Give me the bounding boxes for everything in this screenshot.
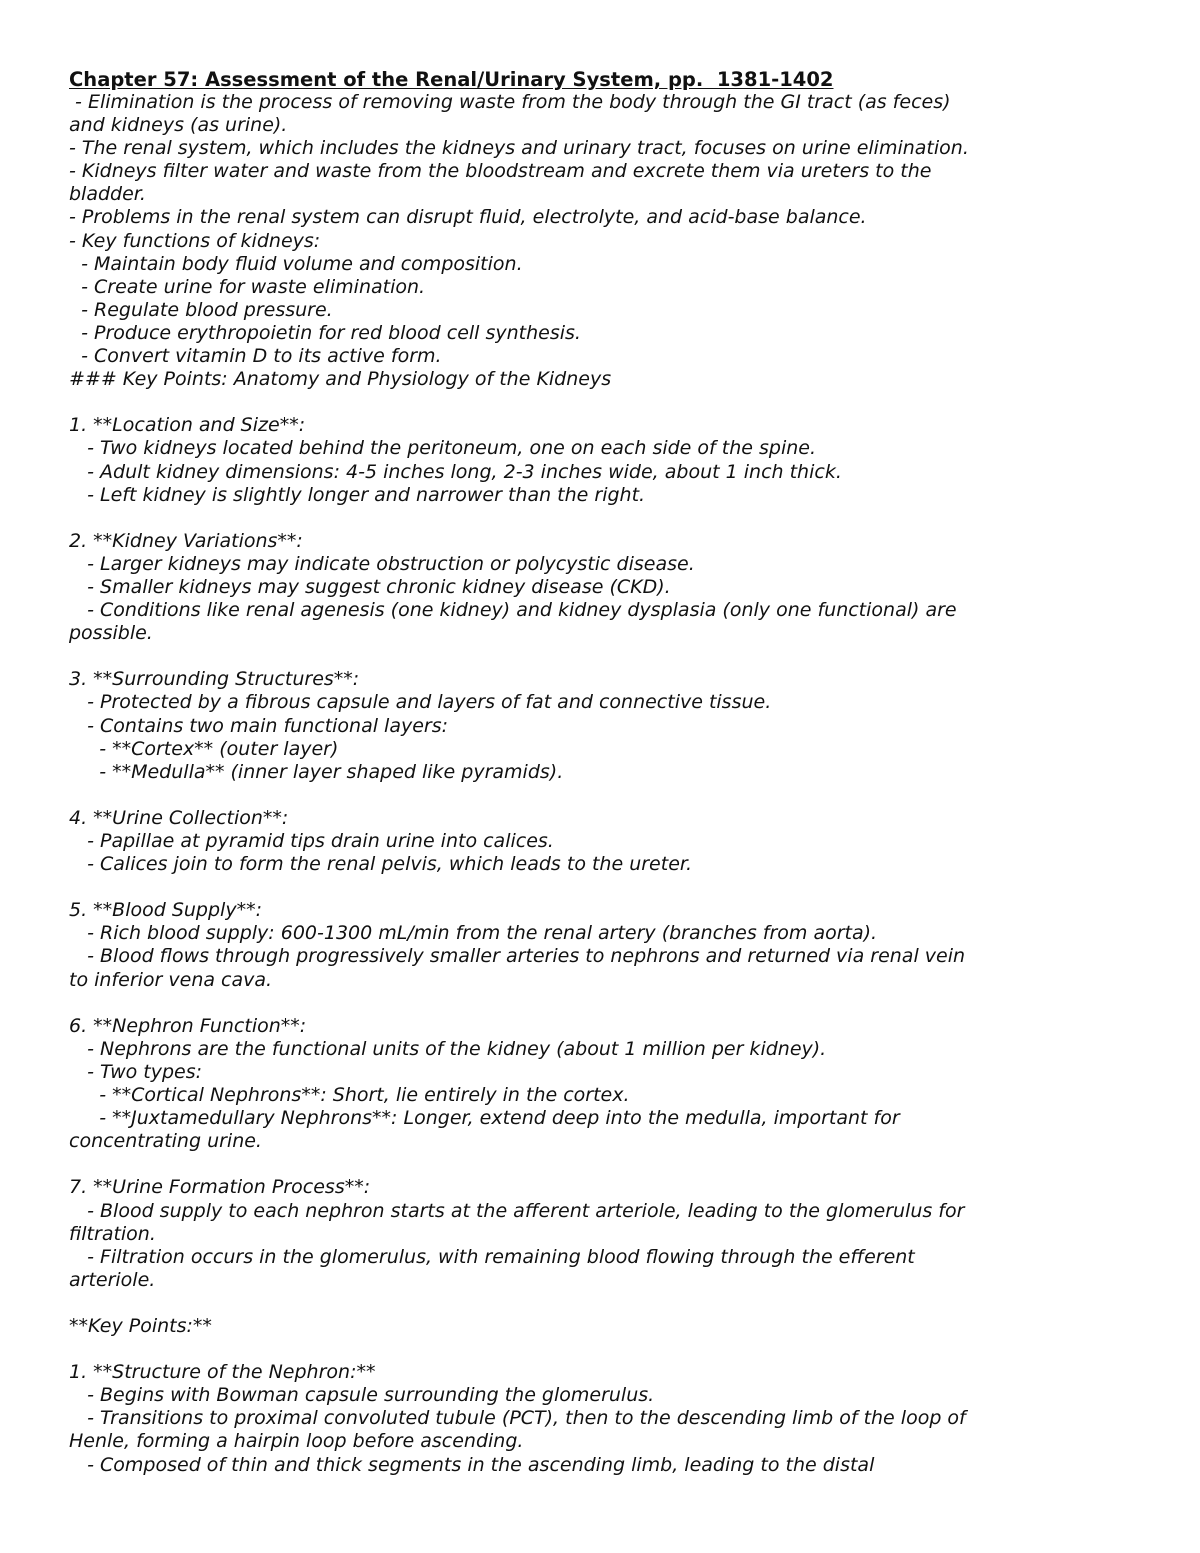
- text-line: 7. **Urine Formation Process**:: [69, 1176, 371, 1199]
- text-line: - Conditions like renal agenesis (one kidney) and kidney dysplasia (only one functional) are: [69, 599, 957, 622]
- text-line: - Protected by a fibrous capsule and layers of fat and connective tissue.: [69, 691, 772, 714]
- text-line: - Problems in the renal system can disrupt fluid, electrolyte, and acid-base balance.: [69, 206, 867, 229]
- text-line: [69, 645, 1139, 668]
- text-line: - Contains two main functional layers:: [69, 714, 449, 737]
- text-line: - Convert vitamin D to its active form.: [69, 345, 442, 368]
- text-line: arteriole.: [69, 1268, 156, 1291]
- text-line: 2. **Kidney Variations**:: [69, 529, 303, 552]
- text-line: - Blood flows through progressively smaller arteries to nephrons and returned via renal vein: [69, 945, 966, 968]
- text-line: to inferior vena cava.: [69, 968, 273, 991]
- text-line: - Adult kidney dimensions: 4-5 inches long, 2-3 inches wide, about 1 inch thick.: [69, 460, 842, 483]
- text-line: [69, 784, 1139, 807]
- text-line: - Elimination is the process of removing waste from the body through the GI tract (as feces): [69, 91, 951, 113]
- document-page: [69, 68, 1139, 1477]
- text-line: - Kidneys filter water and waste from the bloodstream and excrete them via ureters to the: [69, 160, 932, 183]
- text-line: [69, 507, 1139, 530]
- text-line: [69, 876, 1139, 899]
- text-line: - Calices join to form the renal pelvis, which leads to the ureter.: [69, 853, 692, 876]
- text-line: - **Cortical Nephrons**: Short, lie entirely in the cortex.: [69, 1084, 630, 1107]
- text-line: bladder.: [69, 183, 146, 206]
- text-line: - The renal system, which includes the kidneys and urinary tract, focuses on urine elimination.: [69, 137, 969, 160]
- text-line: 4. **Urine Collection**:: [69, 806, 289, 829]
- text-line: - Blood supply to each nephron starts at the afferent arteriole, leading to the glomerulus for: [69, 1199, 965, 1222]
- text-line: - Composed of thin and thick segments in the ascending limb, leading to the distal: [69, 1453, 875, 1476]
- text-line: - Smaller kidneys may suggest chronic kidney disease (CKD).: [69, 575, 671, 598]
- text-line: Henle, forming a hairpin loop before ascending.: [69, 1430, 524, 1453]
- text-line: - Regulate blood pressure.: [69, 298, 333, 321]
- text-line: - **Cortex** (outer layer): [69, 737, 339, 760]
- text-line: filtration.: [69, 1222, 156, 1245]
- document-title: Chapter 57: Assessment of the Renal/Urinary System, pp. 1381-1402: [69, 68, 834, 91]
- text-line: - Two types:: [69, 1060, 203, 1083]
- text-line: - Key functions of kidneys:: [69, 229, 321, 252]
- text-line: [69, 391, 1139, 414]
- text-line: [69, 1338, 1139, 1361]
- text-line: - **Medulla** (inner layer shaped like pyramids).: [69, 760, 564, 783]
- text-line: - Papillae at pyramid tips drain urine into calices.: [69, 830, 554, 852]
- text-line: ### Key Points: Anatomy and Physiology of the Kidneys: [69, 368, 612, 391]
- text-line: - Produce erythropoietin for red blood cell synthesis.: [69, 321, 581, 344]
- document-body: [69, 91, 1139, 1477]
- text-line: concentrating urine.: [69, 1130, 262, 1153]
- text-line: [69, 1153, 1139, 1176]
- text-line: - Left kidney is slightly longer and narrower than the right.: [69, 483, 646, 506]
- text-line: and kidneys (as urine).: [69, 114, 288, 137]
- text-line: - Maintain body fluid volume and composition.: [69, 252, 523, 275]
- text-line: 5. **Blood Supply**:: [69, 899, 262, 922]
- text-line: 1. **Location and Size**:: [69, 414, 306, 437]
- text-line: - Create urine for waste elimination.: [69, 275, 426, 298]
- text-line: - Two kidneys located behind the peritoneum, one on each side of the spine.: [69, 437, 816, 460]
- text-line: - Larger kidneys may indicate obstruction or polycystic disease.: [69, 552, 695, 575]
- text-line: possible.: [69, 622, 153, 645]
- text-line: - Rich blood supply: 600-1300 mL/min from the renal artery (branches from aorta).: [69, 922, 878, 945]
- text-line: 3. **Surrounding Structures**:: [69, 668, 360, 691]
- text-line: 1. **Structure of the Nephron:**: [69, 1361, 376, 1384]
- text-line: **Key Points:**: [69, 1314, 212, 1337]
- text-line: - **Juxtamedullary Nephrons**: Longer, extend deep into the medulla, important for: [69, 1107, 900, 1130]
- text-line: - Transitions to proximal convoluted tubule (PCT), then to the descending limb of the loop of: [69, 1407, 966, 1430]
- text-line: - Filtration occurs in the glomerulus, with remaining blood flowing through the efferent: [69, 1245, 915, 1268]
- text-line: - Nephrons are the functional units of the kidney (about 1 million per kidney).: [69, 1037, 827, 1060]
- text-line: [69, 1292, 1139, 1315]
- text-line: - Begins with Bowman capsule surrounding the glomerulus.: [69, 1384, 655, 1407]
- text-line: 6. **Nephron Function**:: [69, 1014, 307, 1037]
- text-line: [69, 992, 1139, 1015]
